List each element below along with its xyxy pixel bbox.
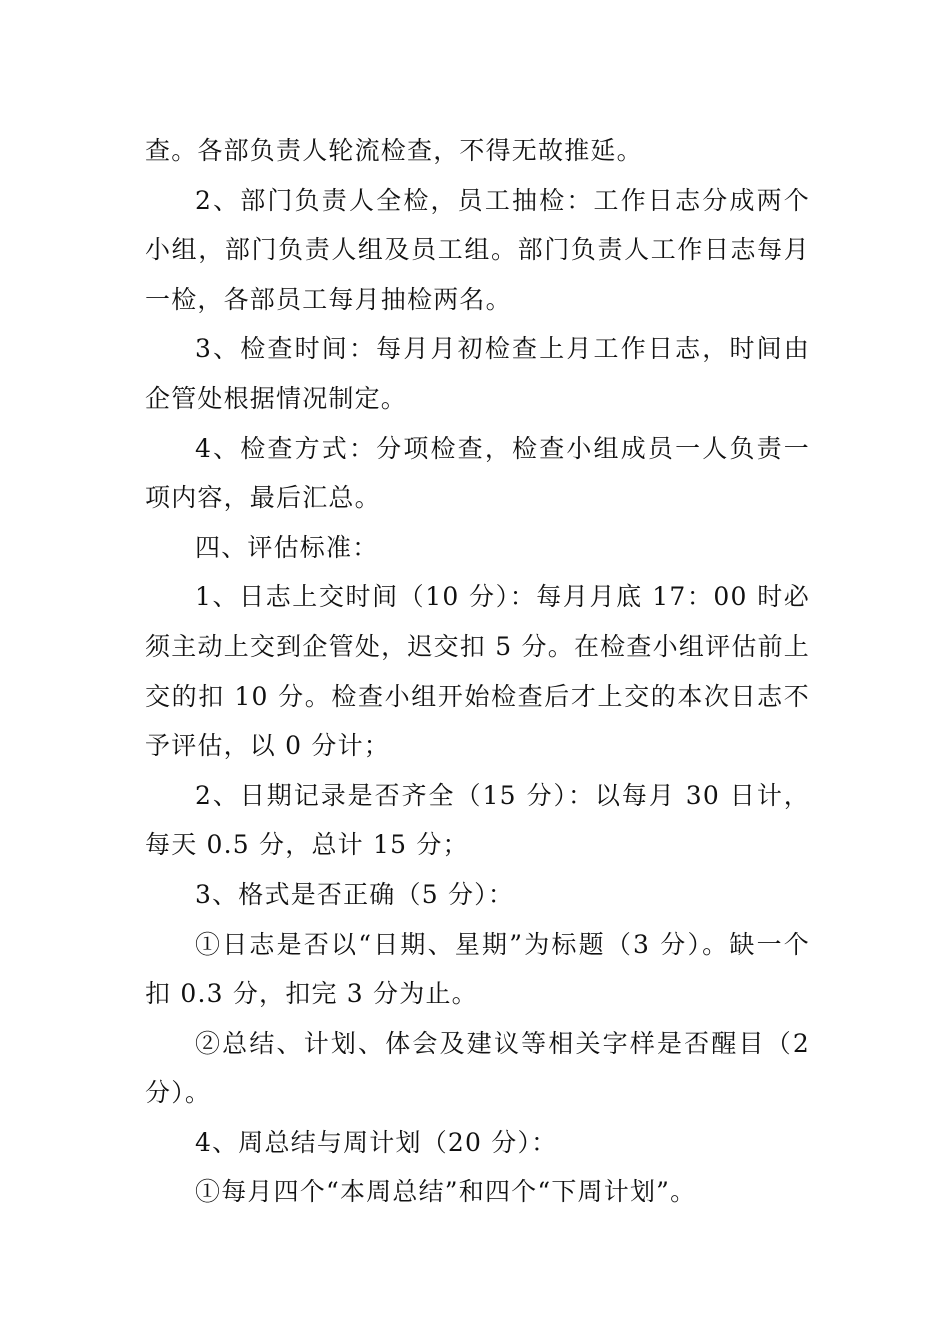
paragraph-8: 3、格式是否正确（5 分）：: [195, 879, 515, 909]
paragraph-11: 4、周总结与周计划（20 分）：: [195, 1127, 558, 1157]
paragraph-6: 1、日志上交时间（10 分）：每月月底 17：00 时必须主动上交到企管处，迟交扣 5 分。在检查小组评估前上交的扣 10 分。检查小组开始检查后才上交的本次日志不予评估，以 0 分计；: [145, 582, 810, 761]
paragraph-4: 4、检查方式：分项检查，检查小组成员一人负责一项内容，最后汇总。: [145, 433, 810, 513]
paragraph-3: 3、检查时间：每月月初检查上月工作日志，时间由企管处根据情况制定。: [145, 334, 810, 413]
paragraph-1: 查。各部负责人轮流检查，不得无故推延。: [145, 136, 643, 165]
paragraph-2: 2、部门负责人全检，员工抽检：工作日志分成两个小组，部门负责人组及员工组。部门负责人工作日志每月一检，各部员工每月抽检两名。: [145, 185, 810, 314]
document-body: [145, 126, 810, 1217]
section-heading: 四、评估标准：: [195, 532, 379, 562]
paragraph-10: ②总结、计划、体会及建议等相关字样是否醒目（2 分）。: [145, 1028, 810, 1108]
paragraph-12: ①每月四个“本周总结”和四个“下周计划”。: [195, 1177, 697, 1207]
paragraph-7: 2、日期记录是否齐全（15 分）：以每月 30 日计，每天 0.5 分，总计 15 分；: [145, 780, 810, 860]
paragraph-9: ①日志是否以“日期、星期”为标题（3 分）。缺一个扣 0.3 分，扣完 3 分为止。: [145, 929, 810, 1009]
